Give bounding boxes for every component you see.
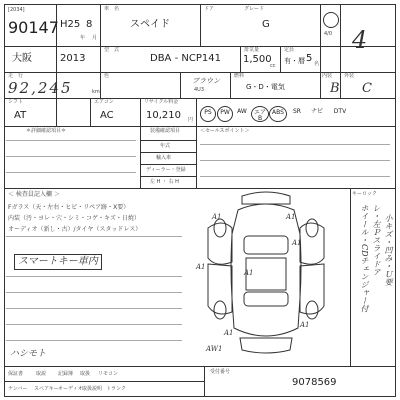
region: 大阪: [12, 53, 32, 64]
notes-line-a: [6, 140, 136, 141]
damage-mark-4: A1: [244, 269, 254, 277]
interior-grade: B: [330, 81, 340, 96]
notes-row-1: [140, 140, 196, 141]
car-body-outline: [231, 204, 301, 336]
frame-left: [4, 4, 5, 396]
venue-code: [2034]: [8, 7, 25, 13]
year-western: 2013: [60, 53, 86, 64]
displacement-label: 排気量: [244, 47, 260, 53]
vdiv-12: [140, 98, 141, 126]
rear-window: [244, 292, 288, 306]
car-diagram: [186, 188, 346, 364]
overall-score: 4: [352, 26, 368, 54]
lot-number: 90147: [8, 18, 59, 37]
notes-row-3: [140, 164, 196, 165]
frame-right: [395, 4, 396, 396]
left-rear-door: [208, 264, 232, 314]
reception-label: 受付番号: [210, 369, 231, 375]
fuel-label: 燃料: [234, 73, 245, 79]
side-note-col-2: レ・左Ｐスライドア: [372, 204, 381, 276]
side-note-col-3: 小キズ・凹み・Ｕ要: [384, 214, 393, 286]
notes-row-2: [140, 152, 196, 153]
year-sub: 年: [80, 35, 86, 41]
model: DBA - NCP141: [150, 53, 221, 64]
notes-dealer: ディーラー・登録: [146, 167, 186, 173]
vdiv-4: [320, 4, 321, 98]
footer-vdiv: [204, 366, 205, 396]
inspection-line-2: 内装（汚・ヨレ・穴・シミ・コゲ・キズ・日焼）: [8, 215, 140, 222]
footer-label-3: 記録簿: [58, 371, 74, 377]
footer-label-6: ナンバー: [8, 386, 28, 392]
damage-mark-6: A1: [224, 329, 234, 337]
color-label: 色: [104, 73, 110, 79]
year-label: H25: [60, 19, 81, 30]
capacity-label: 定員: [284, 47, 295, 53]
capacity: 5: [306, 53, 313, 64]
notes-vdiv-2: [196, 126, 197, 188]
footer-mid-line: [4, 381, 204, 382]
ins-line-2: [6, 276, 182, 277]
model-label: 型 式: [104, 47, 120, 53]
front-bumper: [242, 192, 290, 204]
footer-label-2: 取説: [36, 371, 47, 377]
notes-row-4: [140, 176, 196, 177]
exterior-label: 外装: [344, 73, 355, 79]
recycle-fee: 10,210: [146, 110, 181, 121]
car-name: スペイド: [130, 19, 170, 30]
left-front-door: [208, 223, 232, 264]
door-label: ドア: [204, 6, 214, 12]
row-line-6: [4, 366, 395, 367]
notes-line-f: [200, 176, 390, 177]
notes-line-e: [200, 160, 390, 161]
cc-unit: cc: [270, 63, 276, 69]
mileage: 92,245: [8, 79, 73, 97]
damage-mark-8: A1: [300, 321, 310, 329]
right-front-door: [300, 223, 324, 264]
ins-line-4: [6, 308, 182, 309]
recycle-label: リサイクル料金: [144, 99, 179, 105]
footer-label-1: 保証書: [8, 371, 24, 377]
notes-year: 年式: [160, 143, 171, 149]
option-pw: PW: [217, 106, 233, 122]
map-label: キーロック: [352, 191, 377, 197]
month-sub: 月: [92, 35, 98, 41]
damage-mark-2: A1: [196, 263, 206, 271]
interior-label: 内装: [322, 73, 333, 79]
left-front-wheel: [214, 219, 226, 237]
inspection-header: ＜ 検査員記入欄 ＞: [8, 191, 60, 198]
grade: G: [262, 19, 270, 30]
side-note-divider: [350, 188, 351, 366]
year-month: 8: [86, 19, 93, 30]
yen-unit: 円: [188, 117, 194, 123]
option-sr: SR: [293, 108, 301, 115]
equipment-header: 装備確認項目: [150, 128, 181, 134]
damage-mark-1: A1: [212, 213, 222, 221]
vdiv-11: [90, 98, 91, 126]
vdiv-10: [230, 72, 231, 98]
footer-label-5: リモコン: [98, 371, 119, 377]
aircon-label: エアコン: [94, 99, 114, 105]
windshield: [244, 236, 288, 254]
right-front-wheel: [306, 219, 318, 237]
option-ps: PS: [200, 106, 216, 122]
checked-mark: 4/0: [324, 31, 333, 37]
right-rear-wheel: [306, 301, 318, 319]
damage-mark-5: A1: [292, 239, 302, 247]
mileage-label: 走 行: [8, 73, 24, 79]
footer-label-4: 取扱: [80, 371, 91, 377]
vdiv-2: [100, 4, 101, 72]
row-line-1: [4, 46, 395, 47]
footer-label-10: トランク: [106, 386, 126, 392]
possession-label: 有・暦: [284, 57, 305, 65]
reception-number: 9078569: [292, 377, 337, 388]
notes-vdiv-1: [140, 126, 141, 188]
option-dtv: DTV: [333, 108, 347, 115]
ins-line-6: [6, 340, 182, 341]
notes-import: 輸入車: [156, 155, 172, 161]
vdiv-3: [200, 4, 201, 46]
damage-mark-7: AW1: [206, 345, 223, 353]
ins-line-3: [6, 292, 182, 293]
option-aw: AW: [237, 108, 247, 115]
vdiv-8: [100, 72, 101, 98]
displacement: 1,500: [243, 54, 272, 65]
inspection-line-1: Fガラス（天・左右・ヒビ・リペア跡・X要）: [8, 204, 130, 211]
mileage-unit: km: [92, 89, 100, 95]
rear-bumper: [240, 338, 292, 353]
footer-label-7: スペアキー: [34, 386, 59, 392]
footer-label-8: オーディオ: [58, 386, 83, 392]
row-line-2: [4, 72, 395, 73]
option-airbag: エアB: [251, 106, 269, 122]
check-stamp-icon: [323, 12, 339, 28]
ins-line-5: [6, 324, 182, 325]
vdiv-9: [180, 72, 181, 98]
vdiv-5: [340, 4, 341, 98]
vdiv-13: [196, 98, 197, 126]
ins-line-1: [6, 236, 182, 237]
notes-handle: 左 H ・ 右 H: [150, 179, 179, 185]
shift-label: シフト: [8, 99, 24, 105]
frame-bottom: [4, 396, 396, 397]
aircon: AC: [100, 110, 114, 121]
grade-label: グレード: [244, 6, 265, 12]
exterior-grade: C: [362, 81, 372, 96]
capacity-unit: 名: [314, 61, 320, 67]
vdiv-7: [280, 46, 281, 72]
inspection-line-3: オーディオ（新し・古）/タイヤ（スタッドレス）: [8, 226, 142, 233]
notes-line-b: [6, 156, 136, 157]
left-rear-wheel: [214, 301, 226, 319]
option-navi: ナビ: [310, 108, 323, 115]
side-note-col-1: ホイール・CDチェンジャー付: [360, 204, 369, 313]
fuel: G・D・電気: [246, 83, 285, 91]
inspector-signature: ハシモト: [10, 349, 47, 359]
vdiv-6: [240, 46, 241, 72]
color: ブラウン: [192, 77, 220, 85]
color-code: 4U3: [194, 87, 205, 93]
damage-mark-3: A1: [286, 213, 296, 221]
sales-point-header: ＜セールスポイント＞: [200, 128, 250, 134]
row-line-3: [4, 98, 395, 99]
notes-line-c: [6, 172, 136, 173]
notes-line-d: [200, 144, 390, 145]
right-rear-door: [300, 264, 324, 314]
shift: AT: [14, 110, 27, 121]
option-abs: ABS: [269, 106, 287, 122]
row-line-4: [4, 126, 395, 127]
handwritten-note: スマートキー車内: [14, 254, 102, 270]
car-name-label: 車 名: [104, 6, 120, 12]
footer-label-9: 取扱説明: [82, 386, 103, 392]
detail-check-header: ＊詳細確認項目＊: [26, 128, 67, 134]
